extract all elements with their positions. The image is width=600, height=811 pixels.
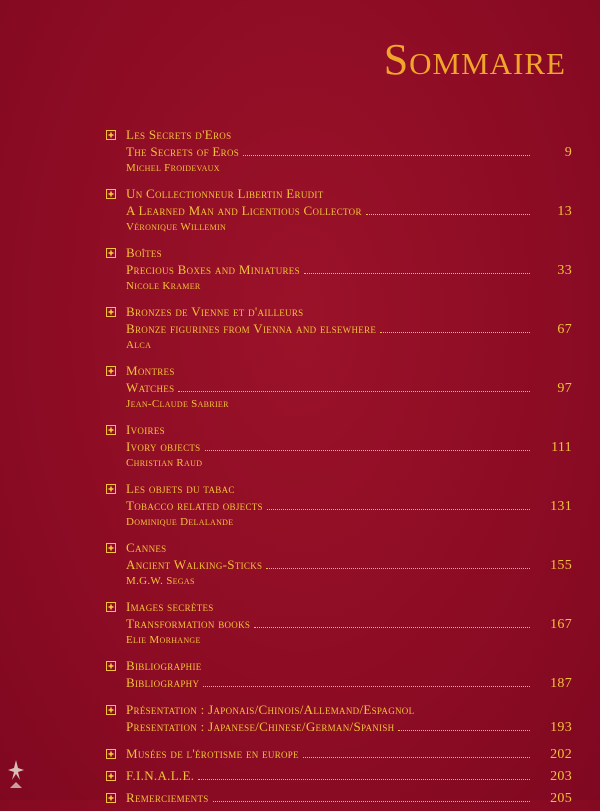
- page-number: 193: [550, 720, 572, 735]
- entry-author: Jean-Claude Sabrier: [126, 398, 229, 410]
- entry-author: Véronique Willemin: [126, 221, 227, 233]
- toc-row[interactable]: [126, 745, 572, 763]
- entry-title-fr: Ivoires: [126, 422, 165, 437]
- dot-leader: [203, 686, 530, 687]
- dot-leader: [213, 801, 530, 802]
- toc-entry[interactable]: [106, 126, 572, 176]
- entry-author: Nicole Kramer: [126, 280, 201, 292]
- toc-row[interactable]: [126, 320, 572, 338]
- ornamental-square-icon: [106, 793, 116, 803]
- entry-author: Christian Raud: [126, 457, 203, 469]
- page-number: 33: [557, 263, 572, 278]
- decorative-mark-icon: [6, 758, 26, 792]
- entry-author: Dominique Delalande: [126, 516, 234, 528]
- ornamental-square-icon: [106, 661, 116, 671]
- entry-title: Remerciements: [126, 790, 209, 805]
- page-number: 13: [557, 204, 572, 219]
- entry-title-fr: Les Secrets d'Eros: [126, 127, 232, 142]
- toc-row[interactable]: [126, 674, 572, 692]
- entry-title-fr: Bronzes de Vienne et d'ailleurs: [126, 304, 304, 319]
- entry-title-fr: Un Collectionneur Libertin Erudit: [126, 186, 324, 201]
- dot-leader: [304, 273, 530, 274]
- entry-title-en: Precious Boxes and Miniatures: [126, 262, 300, 277]
- entry-title-en: Ancient Walking-Sticks: [126, 557, 263, 572]
- ornamental-square-icon: [106, 602, 116, 612]
- toc-entry[interactable]: [106, 480, 572, 530]
- entry-title-en: Transformation books: [126, 616, 251, 631]
- ornamental-square-icon: [106, 543, 116, 553]
- entry-title-en: Bibliography: [126, 675, 200, 690]
- ornamental-square-icon: [106, 705, 116, 715]
- page-number: 167: [550, 617, 572, 632]
- toc-row[interactable]: [126, 261, 572, 279]
- entry-author: Elie Morhange: [126, 634, 201, 646]
- toc-entry[interactable]: [106, 303, 572, 353]
- entry-title-fr: Montres: [126, 363, 175, 378]
- page-number: 111: [551, 440, 572, 455]
- toc-row[interactable]: [126, 438, 572, 456]
- presentation-line-en: Presentation : Japanese/Chinese/German/Spanish: [126, 719, 395, 734]
- toc-entry-single[interactable]: [106, 767, 572, 785]
- dot-leader: [205, 450, 531, 451]
- toc-row[interactable]: [126, 556, 572, 574]
- toc-entry-presentation[interactable]: [106, 701, 572, 736]
- page-number: 205: [550, 791, 572, 806]
- dot-leader: [380, 332, 530, 333]
- page-number: 97: [557, 381, 572, 396]
- ornamental-square-icon: [106, 425, 116, 435]
- dot-leader: [178, 391, 530, 392]
- page-number: 67: [557, 322, 572, 337]
- ornamental-square-icon: [106, 771, 116, 781]
- table-of-contents: [106, 126, 572, 811]
- entry-title-fr: Images secrètes: [126, 599, 214, 614]
- toc-entry-single[interactable]: [106, 789, 572, 807]
- toc-entry[interactable]: [106, 362, 572, 412]
- entry-title-fr: Bibliographie: [126, 658, 202, 673]
- toc-entry[interactable]: [106, 244, 572, 294]
- dot-leader: [243, 155, 530, 156]
- entry-title: Musées de l'érotisme en europe: [126, 746, 299, 761]
- toc-row[interactable]: [126, 767, 572, 785]
- toc-row[interactable]: [126, 718, 572, 736]
- toc-entry[interactable]: [106, 539, 572, 589]
- page-number: 155: [550, 558, 572, 573]
- ornamental-square-icon: [106, 130, 116, 140]
- toc-entry-single[interactable]: [106, 745, 572, 763]
- dot-leader: [267, 509, 530, 510]
- dot-leader: [303, 757, 530, 758]
- toc-row[interactable]: [126, 143, 572, 161]
- page-title: Sommaire: [383, 35, 566, 84]
- page-number: 9: [564, 145, 572, 160]
- toc-entry[interactable]: [106, 185, 572, 235]
- entry-title: F.I.N.A.L.E.: [126, 768, 195, 783]
- ornamental-square-icon: [106, 248, 116, 258]
- toc-row[interactable]: [126, 202, 572, 220]
- page-number: 187: [550, 676, 572, 691]
- entry-title-en: Tobacco related objects: [126, 498, 263, 513]
- toc-entry[interactable]: [106, 598, 572, 648]
- ornamental-square-icon: [106, 189, 116, 199]
- dot-leader: [398, 730, 530, 731]
- entry-title-en: Ivory objects: [126, 439, 201, 454]
- toc-row[interactable]: [126, 615, 572, 633]
- entry-title-fr: Cannes: [126, 540, 167, 555]
- dot-leader: [198, 779, 530, 780]
- entry-title-en: Watches: [126, 380, 175, 395]
- dot-leader: [254, 627, 530, 628]
- ornamental-square-icon: [106, 484, 116, 494]
- toc-row[interactable]: [126, 497, 572, 515]
- page-number: 131: [550, 499, 572, 514]
- entry-author: M.G.W. Segas: [126, 575, 195, 587]
- entry-title-en: The Secrets of Eros: [126, 144, 240, 159]
- page-number: 202: [550, 747, 572, 762]
- dot-leader: [366, 214, 530, 215]
- presentation-line-fr: Présentation : Japonais/Chinois/Allemand/Espagnol: [126, 702, 415, 717]
- dot-leader: [266, 568, 530, 569]
- entry-author: Alca: [126, 339, 152, 351]
- toc-entry[interactable]: [106, 657, 572, 692]
- toc-row[interactable]: [126, 789, 572, 807]
- page-number: 203: [550, 769, 572, 784]
- entry-title-fr: Boîtes: [126, 245, 162, 260]
- ornamental-square-icon: [106, 366, 116, 376]
- entry-author: Michel Froidevaux: [126, 162, 220, 174]
- toc-row[interactable]: [126, 379, 572, 397]
- ornamental-square-icon: [106, 749, 116, 759]
- ornamental-square-icon: [106, 307, 116, 317]
- toc-entry[interactable]: [106, 421, 572, 471]
- entry-title-en: Bronze figurines from Vienna and elsewhere: [126, 321, 377, 336]
- entry-title-en: A Learned Man and Licentious Collector: [126, 203, 362, 218]
- entry-title-fr: Les objets du tabac: [126, 481, 235, 496]
